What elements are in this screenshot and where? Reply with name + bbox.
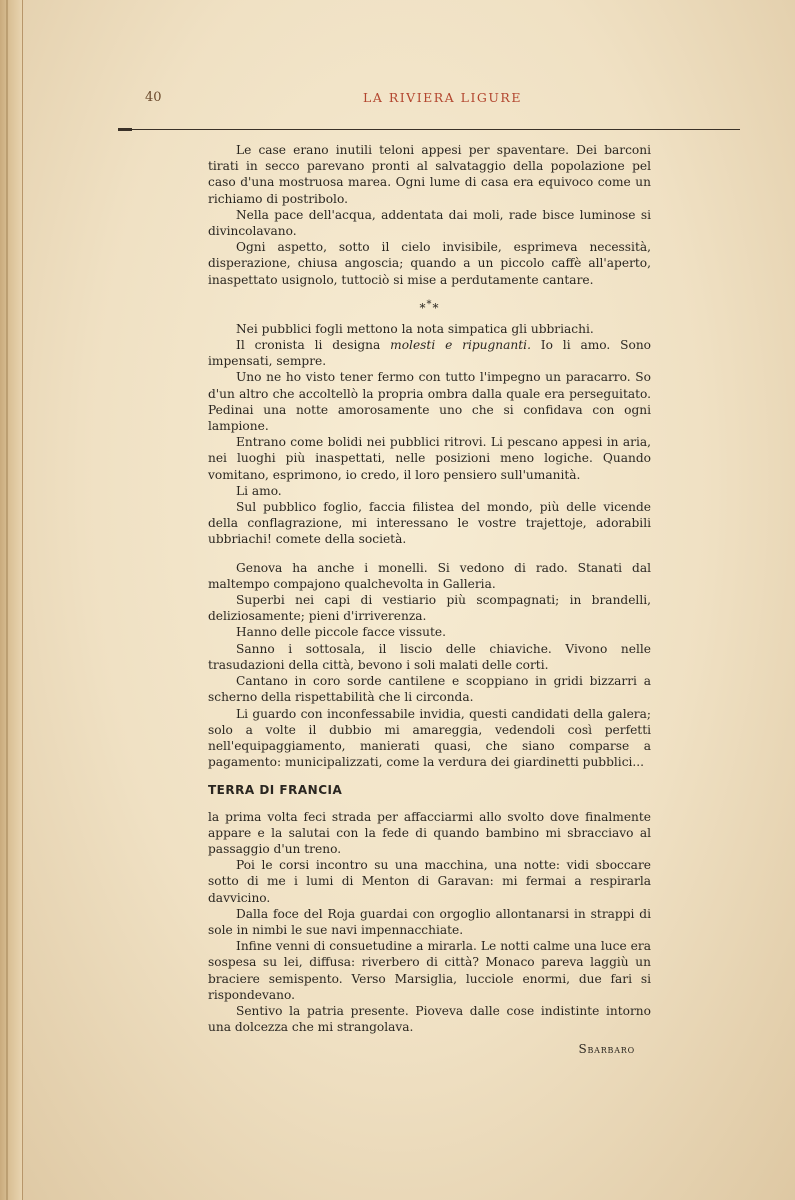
paragraph: Nei pubblici fogli mettono la nota simpatica gli ubbriachi. (236, 321, 594, 336)
italic-quote: molesti e ripugnanti. (390, 338, 531, 353)
paragraph-text: Il cronista li designa (236, 338, 391, 353)
paragraph: Uno ne ho visto tener fermo con tutto l'impegno un paracarro. So d'un altro che accoltellò la propria ombra dalla quale era perseguitato. Pedinai una notte amorosamente uno che si confidava con ogni lampione. (208, 370, 651, 434)
paragraph: Entrano come bolidi nei pubblici ritrovi. Li pescano appesi in aria, nei luoghi più inaspettati, nelle posizioni meno logiche. Quando vomitano, esprimono, io credo, il loro pensiero sull'umanità. (208, 435, 651, 482)
paragraph: Sul pubblico foglio, faccia filistea del mondo, più delle vicende della conflagrazione, mi interessano le vostre trajettoje, adorabili ubbriachi! comete della società. (208, 500, 651, 547)
running-title: LA RIVIERA LIGURE (363, 90, 522, 105)
paragraph (208, 337, 651, 369)
article-body (208, 142, 651, 1058)
paragraph: Dalla foce del Roja guardai con orgoglio allontanarsi in strappi di sole in nimbi le sue navi impennacchiate. (208, 906, 651, 937)
paragraph: Ogni aspetto, sotto il cielo invisibile, esprimeva necessità, disperazione, chiusa angoscia; quando a un piccolo caffè all'aperto, inaspettato usignolo, tuttociò si mise a perdutamente cantare. (208, 240, 651, 287)
book-binding-edge (0, 0, 23, 1200)
paragraph: Hanno delle piccole facce vissute. (236, 625, 447, 640)
paragraph: Li amo. (236, 483, 282, 498)
paragraph: Sanno i sottosala, il liscio delle chiaviche. Vivono nelle trasudazioni della città, bevono i soli malati delle corti. (208, 641, 651, 672)
paragraph: Nella pace dell'acqua, addentata dai moli, rade bisce luminose si divincolavano. (208, 207, 651, 239)
paragraph: Li guardo con inconfessabile invidia, questi candidati della galera; solo a volte il dubbio mi amareggia, vedendoli così perfetti nell'equipaggiamento, manierati quasi, che siano comparse a pagamento: municipalizzati, come la verdura dei giardinetti pubblici... (208, 706, 651, 770)
paragraph: Le case erano inutili teloni appesi per spaventare. Dei barconi tirati in secco parevano pronti al salvataggio della popolazione pel caso d'una mostruosa marea. Ogni lume di casa era equivoco come un richiamo di postribolo. (208, 143, 651, 206)
section-separator: *** (419, 298, 440, 315)
paragraph: Cantano in coro sorde cantilene e scoppiano in gridi bizzarri a scherno della rispettabilità che li circonda. (208, 674, 651, 705)
paragraph: la prima volta feci strada per affacciarmi allo svolto dove finalmente appare e la salutai con la fede di quando bambino mi sbracciavo al passaggio d'un treno. (208, 809, 651, 856)
paragraph: Genova ha anche i monelli. Si vedono di rado. Stanati dal maltempo compajono qualchevolta in Galleria. (208, 560, 651, 591)
header-rule (118, 129, 740, 130)
author-signature: Sbarbaro (578, 1042, 635, 1057)
page-number: 40 (145, 90, 162, 105)
page-header (145, 90, 740, 110)
section-heading: TERRA DI FRANCIA (208, 783, 343, 798)
paragraph-text: Io li amo. Sono impensati, sempre. (208, 338, 652, 369)
paragraph: Infine venni di consuetudine a mirarla. Le notti calme una luce era sospesa su lei, diffusa: riverbero di città? Monaco pareva laggiù un braciere semispento. Verso Marsiglia, lucciole enormi, due fari si rispondevano. (208, 939, 651, 1002)
paragraph: Poi le corsi incontro su una macchina, una notte: vidi sboccare sotto di me i lumi di Menton di Garavan: mi fermai a respirarla davvicino. (208, 858, 651, 905)
paragraph-gap (208, 548, 651, 560)
paragraph: Superbi nei capi di vestiario più scompagnati; in brandelli, deliziosamente; pieni d'irriverenza. (208, 593, 651, 624)
paragraph: Sentivo la patria presente. Pioveva dalle cose indistinte intorno una dolcezza che mi strangolava. (208, 1003, 651, 1035)
